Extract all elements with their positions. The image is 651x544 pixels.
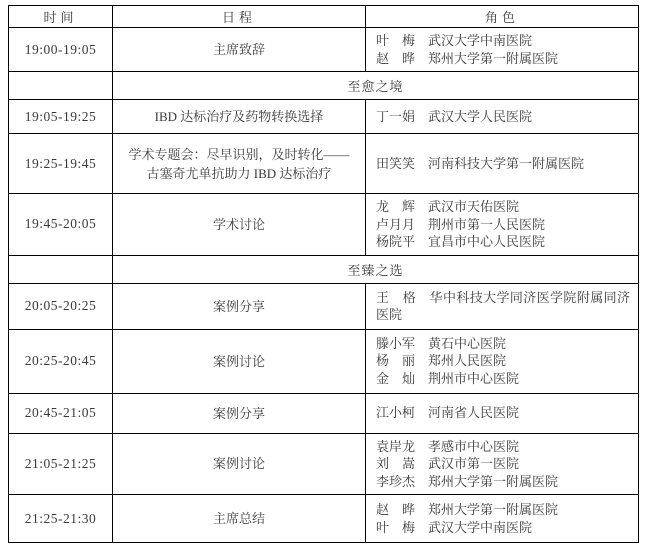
person-line: 杨 丽 郑州人民医院 [376,353,507,369]
header-row [9,6,639,28]
agenda-cell: 学术讨论 [113,194,366,256]
time-cell: 20:05-20:25 [9,283,113,329]
section-empty-cell [9,72,113,100]
table-row [9,28,639,72]
agenda-cell: 案例讨论 [113,329,366,393]
section-row [9,255,639,283]
table-row [9,393,639,433]
table-row [9,283,639,329]
table-row [9,194,639,256]
person-line: 卢月月 荆州市第一人民医院 [376,216,546,232]
people-cell [366,100,639,134]
person-line: 赵 晔 郑州大学第一附属医院 [376,50,559,66]
people-cell [366,433,639,495]
time-cell: 21:25-21:30 [9,495,113,543]
person-line: 叶 梅 武汉大学中南医院 [376,519,533,535]
person-line: 李珍杰 郑州大学第一附属医院 [376,473,559,489]
schedule-table-header [9,6,639,28]
time-cell: 21:05-21:25 [9,433,113,495]
people-cell [366,283,639,329]
section-title: 至愈之境 [113,72,639,100]
agenda-cell: 案例分享 [113,283,366,329]
person-line: 王 格 华中科技大学同济医学院附属同济医院 [376,289,630,322]
person-line: 叶 梅 武汉大学中南医院 [376,33,533,48]
person-line: 杨院平 宜昌市中心人民医院 [376,234,546,249]
section-row [9,72,639,100]
person-line: 江小柯 河南省人民医院 [376,405,520,421]
section-title: 至臻之选 [113,255,639,283]
person-line: 赵 晔 郑州大学第一附属医院 [376,502,559,517]
header-cell-time: 时间 [9,6,113,28]
table-row [9,433,639,495]
people-cell [366,28,639,72]
people-cell [366,393,639,433]
time-cell: 19:05-19:25 [9,100,113,134]
time-cell: 20:25-20:45 [9,329,113,393]
people-cell [366,329,639,393]
people-cell [366,134,639,194]
schedule-body [9,28,639,543]
time-cell: 20:45-21:05 [9,393,113,433]
schedule-table [8,5,639,543]
person-line: 滕小军 黄石中心医院 [376,335,507,351]
table-row [9,495,639,543]
person-line: 丁一娟 武汉大学人民医院 [376,108,533,124]
time-cell: 19:45-20:05 [9,194,113,256]
people-cell [366,194,639,256]
agenda-cell: IBD 达标治疗及药物转换选择 [113,100,366,134]
table-row [9,100,639,134]
time-cell: 19:00-19:05 [9,28,113,72]
person-line: 金 灿 荆州市中心医院 [376,370,520,386]
table-row [9,329,639,393]
time-cell: 19:25-19:45 [9,134,113,194]
agenda-cell: 学术专题会：尽早识别，及时转化——古塞奇尤单抗助力 IBD 达标治疗 [113,134,366,194]
person-line: 袁岸龙 孝感市中心医院 [376,438,520,454]
people-cell [366,495,639,543]
person-line: 刘 嵩 武汉市第一医院 [376,456,520,471]
header-cell-agenda: 日程 [113,6,366,28]
person-line: 龙 辉 武汉市天佑医院 [376,199,520,214]
person-line: 田笑笑 河南科技大学第一附属医院 [376,155,585,171]
agenda-cell: 主席总结 [113,495,366,543]
agenda-cell: 主席致辞 [113,28,366,72]
header-cell-role: 角色 [366,6,639,28]
table-row [9,134,639,194]
agenda-cell: 案例讨论 [113,433,366,495]
agenda-cell: 案例分享 [113,393,366,433]
section-empty-cell [9,255,113,283]
